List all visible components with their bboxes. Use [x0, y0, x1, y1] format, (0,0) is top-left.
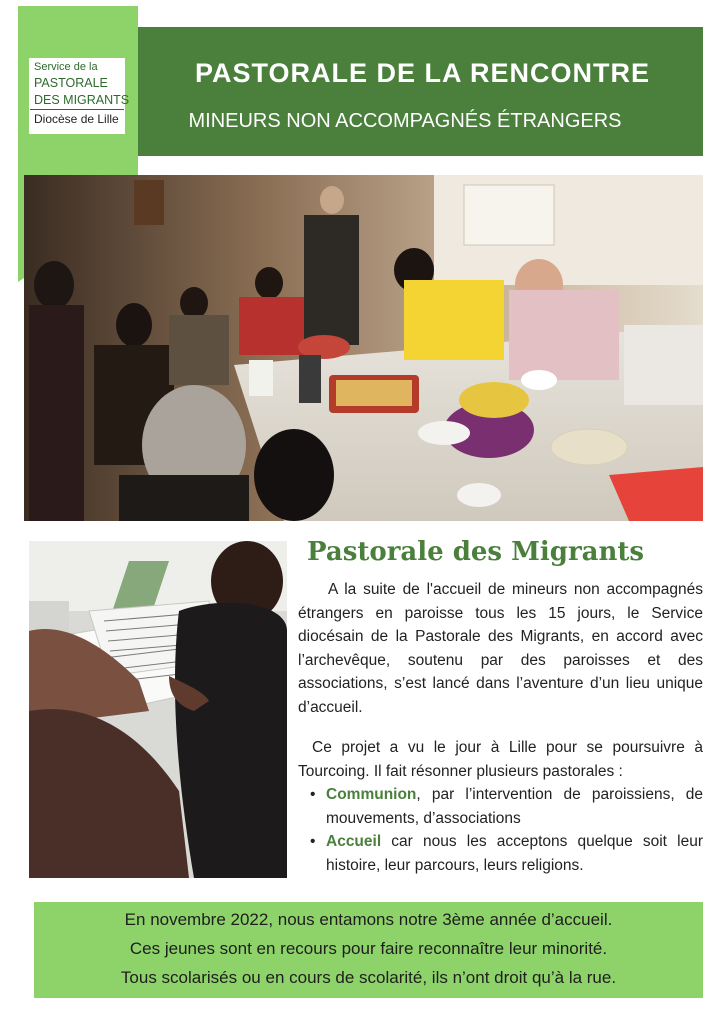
- logo-line-pastorale: PASTORALE: [34, 76, 108, 90]
- section-title: Pastorale des Migrants: [307, 537, 645, 567]
- paragraph-intro: A la suite de l'accueil de mineurs non accompagnés étrangers en paroisse tous les 15 jours, le Service diocésain de la Pastorale des Migrants, en accord avec l’archevêque, soutenu par des paroisses et des associations, s’est lancé dans l’aventure d’un lieu unique d’accueil.: [298, 581, 703, 716]
- header-banner: [138, 27, 703, 156]
- paragraph-project: Ce projet a vu le jour à Lille pour se poursuivre à Tourcoing. Il fait résonner plusieurs pastorales :: [298, 739, 703, 780]
- logo-line-service: Service de la: [34, 61, 98, 73]
- bullet-term-communion: Communion: [326, 786, 417, 803]
- page-title: PASTORALE DE LA RENCONTRE: [194, 58, 651, 88]
- list-item: [306, 830, 703, 877]
- paperwork-photo: [29, 541, 287, 878]
- footer-line-3: Tous scolarisés ou en cours de scolarité, ils n’ont droit qu’à la rue.: [120, 968, 617, 987]
- logo-line-diocese: Diocèse de Lille: [34, 112, 119, 126]
- dinner-photo: [24, 175, 703, 521]
- bullet-text-accueil: car nous les acceptons quelque soit leur histoire, leur parcours, leurs religions.: [326, 833, 703, 874]
- list-item: [306, 783, 703, 830]
- footer-line-2: Ces jeunes sont en recours pour faire reconnaître leur minorité.: [129, 939, 608, 958]
- footer-line-1: En novembre 2022, nous entamons notre 3ème année d’accueil.: [124, 910, 613, 929]
- page-subtitle: MINEURS NON ACCOMPAGNÉS ÉTRANGERS: [188, 110, 622, 132]
- pastorales-list: [306, 783, 703, 877]
- logo-divider: [30, 109, 124, 110]
- bullet-term-accueil: Accueil: [326, 833, 382, 850]
- logo-line-migrants: DES MIGRANTS: [34, 93, 130, 107]
- bullet-text-communion: , par l’intervention de paroissiens, de mouvements, d’associations: [326, 786, 703, 827]
